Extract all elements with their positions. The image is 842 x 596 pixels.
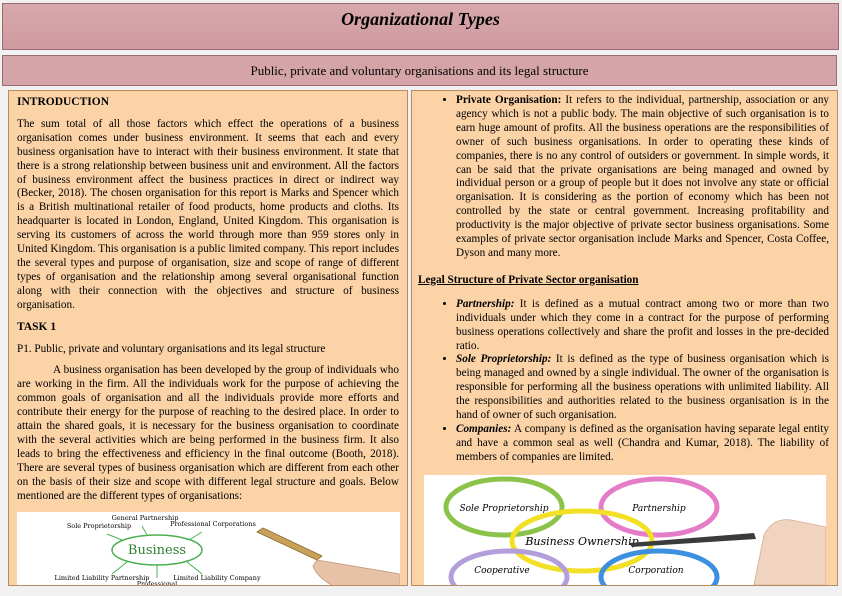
legal-structure-heading: Legal Structure of Private Sector organisation xyxy=(418,273,639,286)
label-professional: Professional xyxy=(136,580,178,586)
private-org-text: It refers to the individual, partnership, association or any agency which is not a public body. The main objective of such organisation is to earn huge amount of profits. All the business operations are the responsibilities of owner of such business organisations. In order to operating these kinds of companies, there is no any control of outsiders or government. In simple words, it can be said that the private organisations are being managed and owned by individual person or a group of people but it does not involve any state or official organisation. It is considering as the portion of economy which has been not controlled by the state or central government. Increasing profitability and productivity is the major objective of private sector business organisations. Some examples of private sector organisation include Marks and Spencer, Costa Coffee, Dyson and many more. xyxy=(456,94,830,259)
label-sole-proprietorship: Sole Proprietorship xyxy=(459,504,549,514)
private-org-term: Private Organisation: xyxy=(456,94,562,106)
business-ownership-diagram xyxy=(424,475,826,585)
label-business-ownership: Business Ownership xyxy=(525,535,639,548)
list-item xyxy=(456,298,829,354)
label-corporation: Corporation xyxy=(628,566,684,576)
intro-paragraph: The sum total of all those factors which effect the operations of a business organisation comes under business environment. It seems that each and every business organisation have to interact with their business environment. It state that there is a strong relationship between business unit and environment. All the factors of business environment affect the business practices in direct or indirect way (Becker, 2018). The chosen organisation for this report is Marks and Spencer which is a British multinational retailer of food products, home products and cloths. Its headquarter is located in London, England, United Kingdom. This organisation is serving its customers of across the world through more than 959 stores only in United Kingdom. This organisation is a public limited company. This report includes the several types and purpose of organisation, size and scope of range of different types of organisation and the relationship among several organisational function along with their connection with the objectives and structure of business organisation. xyxy=(17,117,399,311)
label-partnership: Partnership xyxy=(632,504,686,514)
p1-heading: P1. Public, private and voluntary organisations and its legal structure xyxy=(17,342,326,355)
business-types-diagram xyxy=(17,512,400,586)
item-text: A company is defined as the organisation having separate legal entity and have a common seal as well (Chandra and Kumar, 2018). The liability of members of companies are limited. xyxy=(456,422,829,463)
label-general-partnership: General Partnership xyxy=(111,514,179,522)
left-column xyxy=(8,90,408,586)
right-column xyxy=(411,90,838,586)
list-item xyxy=(456,423,829,465)
subtitle-banner: Public, private and voluntary organisations and its legal structure xyxy=(2,55,837,86)
private-org-list xyxy=(420,94,829,261)
item-term: Partnership: xyxy=(456,297,515,310)
list-item xyxy=(456,353,829,423)
item-text: It is defined as the type of business organisation which is being managed and owned by a single individual. The owner of the organisation is responsible for performing all the business operations with unlimited liability. All the responsibilities and authorities related to the business organisation is in the hand of owner of such organisation. xyxy=(456,353,829,422)
item-text: It is defined as a mutual contract among two or more than two individuals under which they come in a contract for the purpose of performing business operations collectively and share the profit and losses in the pre-decided ratio. xyxy=(456,297,829,352)
body-paragraph: A business organisation has been developed by the group of individuals who are working in the firm. All the individuals work for the purpose of achieving the common goals of organisation and all the individuals provide more efforts and contribute their energy for the purpose of reaching to the desired place. In order to attain the shared goals, it is necessary for the business organisation to coordinate with the several activities which are being performed in the business firm. It also leads to bring the effectiveness and efficiency in the final outcome (Booth, 2018). There are several types of business organisation which are different from each other on the basis of their size and scope with different legal structure and goals. Below mentioned are the different types of organisations: xyxy=(17,364,399,502)
label-llp: Limited Liability Partnership xyxy=(54,574,150,582)
label-cooperative: Cooperative xyxy=(474,566,530,576)
page-title: Organizational Types xyxy=(341,9,500,29)
label-sole-proprietorship: Sole Proprietorship xyxy=(66,522,132,530)
business-center-label: Business xyxy=(127,543,187,558)
label-llc: Limited Liability Company xyxy=(173,574,261,582)
legal-structure-list xyxy=(420,298,829,465)
item-term: Companies: xyxy=(456,422,512,435)
task-heading: TASK 1 xyxy=(17,320,57,333)
item-term: Sole Proprietorship: xyxy=(456,353,552,366)
label-professional-corporations: Professional Corporations xyxy=(170,520,256,528)
title-banner xyxy=(2,3,839,50)
intro-heading: INTRODUCTION xyxy=(17,96,110,108)
private-org-item xyxy=(456,94,829,261)
